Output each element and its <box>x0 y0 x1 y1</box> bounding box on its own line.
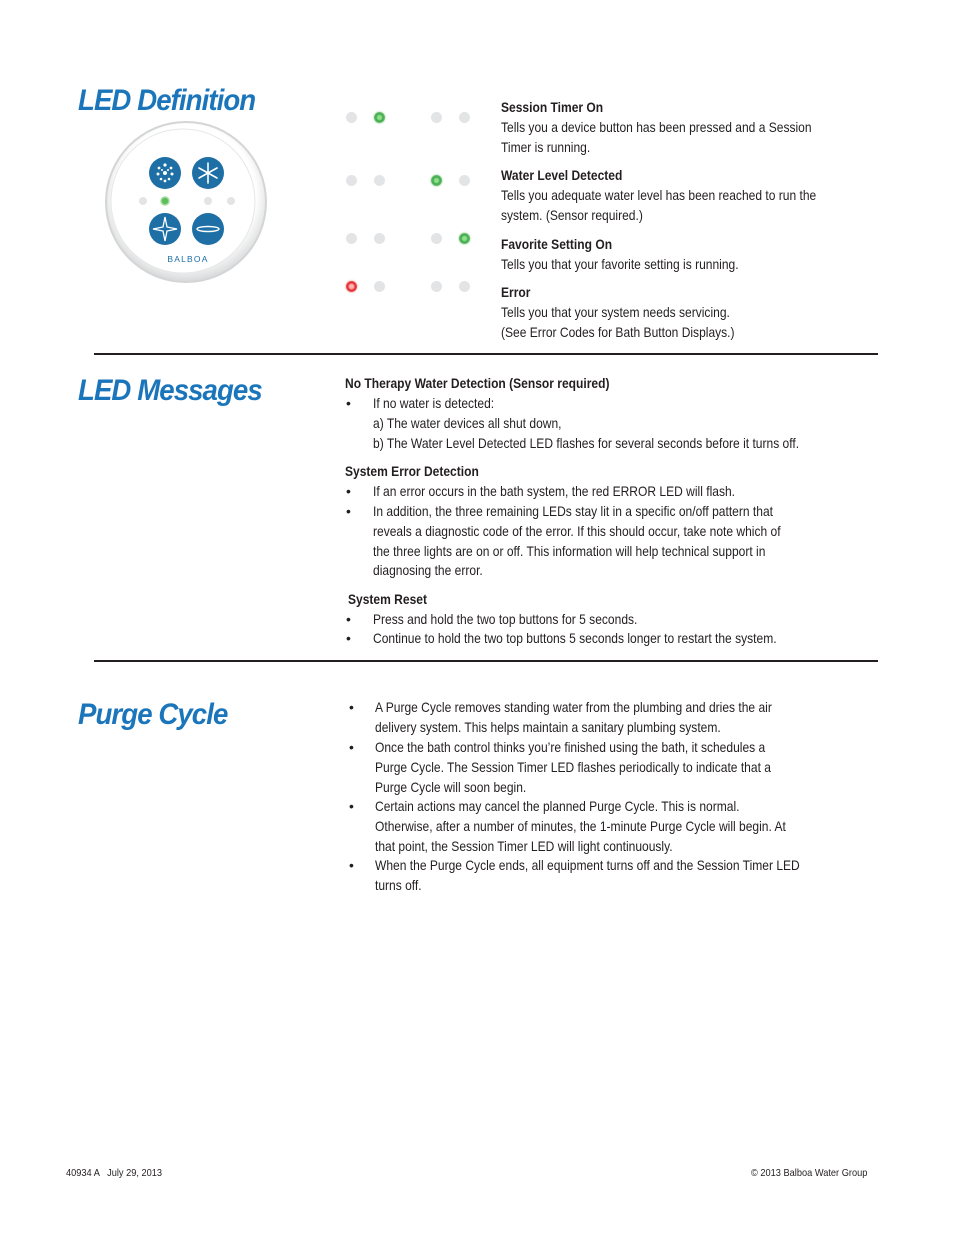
led-indicator <box>459 175 470 186</box>
definition-text: Tells you a device button has been pressed and a Session <box>501 118 812 135</box>
definition-text: Tells you that your favorite setting is running. <box>501 255 739 272</box>
text-line: Purge Cycle will soon begin. <box>375 778 527 795</box>
led-messages-title: LED Messages <box>78 374 262 407</box>
text-line: If no water is detected: <box>373 395 495 411</box>
system-reset-heading: System Reset <box>348 591 427 607</box>
bullet: • <box>346 503 351 519</box>
led-indicator <box>459 112 470 123</box>
text-line: Continue to hold the two top buttons 5 seconds longer to restart the system. <box>373 630 777 646</box>
bullet: • <box>346 611 351 627</box>
no-water-detection-text <box>373 394 799 453</box>
section-divider <box>94 660 878 662</box>
text-line: reveals a diagnostic code of the error. If this should occur, take note which of <box>373 522 781 539</box>
footer-copyright: © 2013 Balboa Water Group <box>751 1167 868 1179</box>
text-line: b) The Water Level Detected LED flashes for several seconds before it turns off. <box>373 434 800 451</box>
definition-text: Tells you that your system needs servicing. <box>501 303 730 320</box>
system-error-text-1 <box>373 482 735 502</box>
system-reset-text-2 <box>373 629 777 649</box>
led-definition-favorite <box>501 235 739 275</box>
definition-text: system. (Sensor required.) <box>501 206 643 223</box>
system-error-text-2 <box>373 502 781 581</box>
led-indicator <box>431 112 442 123</box>
led-definition-water-level <box>501 166 816 225</box>
purge-cycle-text-3 <box>375 797 786 856</box>
led-indicator-error <box>346 281 357 292</box>
purge-cycle-text-1 <box>375 698 772 738</box>
text-line: A Purge Cycle removes standing water from the plumbing and dries the air <box>375 699 772 715</box>
led-indicator <box>374 175 385 186</box>
bullet: • <box>349 699 354 715</box>
text-line: diagnosing the error. <box>373 562 483 579</box>
led-indicator-on <box>374 112 385 123</box>
text-line: Once the bath control thinks you’re finished using the bath, it schedules a <box>375 739 766 755</box>
led-indicator <box>346 112 357 123</box>
definition-heading: Session Timer On <box>501 99 604 115</box>
jets-button-icon <box>192 157 224 189</box>
definition-text: (See Error Codes for Bath Button Displays.) <box>501 323 735 340</box>
balboa-logo: BALBOA <box>167 254 209 264</box>
purge-cycle-text-4 <box>375 856 800 896</box>
text-line: Certain actions may cancel the planned Purge Cycle. This is normal. <box>375 798 740 814</box>
definition-heading: Water Level Detected <box>501 167 623 183</box>
led-indicator <box>431 281 442 292</box>
text-line: In addition, the three remaining LEDs stay lit in a specific on/off pattern that <box>373 503 774 519</box>
led-definition-title: LED Definition <box>78 84 256 117</box>
bullet: • <box>346 395 351 411</box>
led-definition-error <box>501 283 735 342</box>
definition-heading: Error <box>501 284 531 300</box>
bullet: • <box>346 483 351 499</box>
bullet: • <box>349 739 354 755</box>
definition-heading: Favorite Setting On <box>501 236 613 252</box>
bullet: • <box>349 857 354 873</box>
led-indicator <box>459 281 470 292</box>
text-line: Purge Cycle. The Session Timer LED flashes periodically to indicate that a <box>375 758 771 775</box>
plus-button-icon <box>149 213 181 245</box>
text-line: the three lights are on or off. This information will help technical support in <box>373 542 766 559</box>
text-line: that point, the Session Timer LED will light continuously. <box>375 837 673 854</box>
bullet: • <box>346 630 351 646</box>
text-line: If an error occurs in the bath system, the red ERROR LED will flash. <box>373 483 736 499</box>
purge-cycle-title: Purge Cycle <box>78 698 228 731</box>
text-line: a) The water devices all shut down, <box>373 414 562 431</box>
definition-text: Tells you adequate water level has been reached to run the <box>501 186 817 203</box>
section-divider <box>94 353 878 355</box>
text-line: Press and hold the two top buttons for 5 seconds. <box>373 611 638 627</box>
text-line: When the Purge Cycle ends, all equipment turns off and the Session Timer LED <box>375 857 800 873</box>
control-panel-illustration <box>102 120 272 290</box>
led-definition-session-timer <box>501 98 812 157</box>
footer-document-id: 40934 A July 29, 2013 <box>66 1167 163 1179</box>
purge-cycle-text-2 <box>375 738 771 797</box>
bullet: • <box>349 798 354 814</box>
text-line: turns off. <box>375 876 422 893</box>
led-indicator <box>346 175 357 186</box>
bubble-button-icon <box>149 157 181 189</box>
no-water-detection-heading: No Therapy Water Detection (Sensor required) <box>345 375 610 391</box>
system-reset-text-1 <box>373 610 637 630</box>
led-indicator <box>374 281 385 292</box>
system-error-detection-heading: System Error Detection <box>345 463 479 479</box>
led-indicator-on <box>431 175 442 186</box>
led-indicator <box>374 233 385 244</box>
led-indicator <box>431 233 442 244</box>
text-line: delivery system. This helps maintain a sanitary plumbing system. <box>375 718 721 735</box>
definition-text: Timer is running. <box>501 138 591 155</box>
text-line: Otherwise, after a number of minutes, the 1-minute Purge Cycle will begin. At <box>375 817 786 834</box>
led-indicator <box>346 233 357 244</box>
led-indicator-on <box>459 233 470 244</box>
minus-button-icon <box>192 213 224 245</box>
